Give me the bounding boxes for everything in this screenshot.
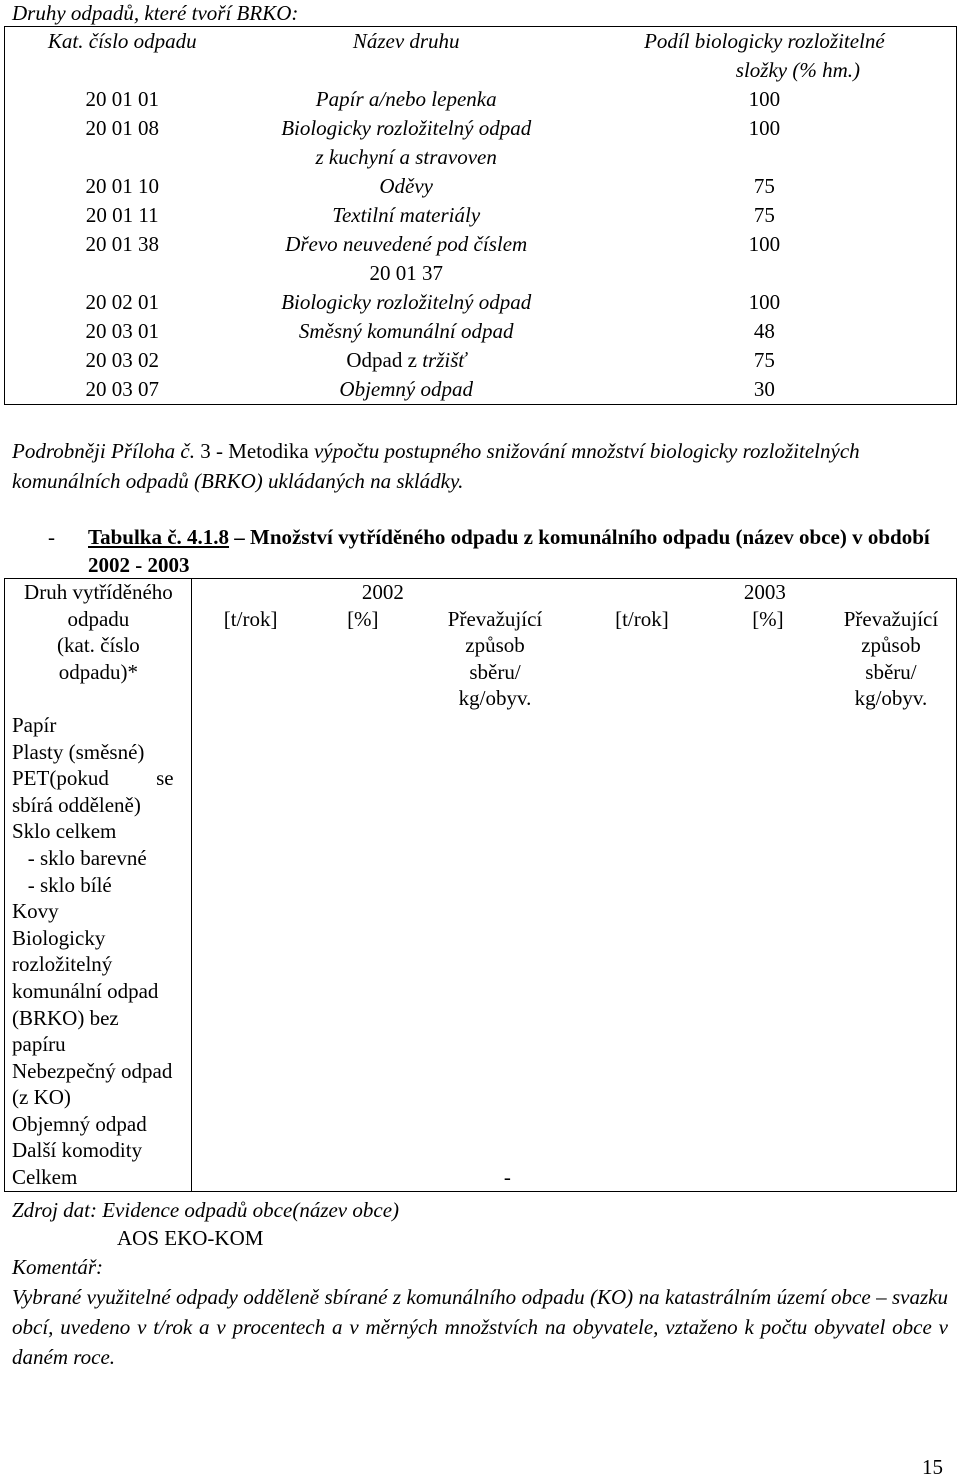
sub-prev-line: Převažující	[447, 606, 543, 631]
row-code: 20 01 38	[85, 232, 160, 256]
row-share: 75	[753, 174, 775, 198]
table-row	[5, 818, 957, 845]
header-year-2003: 2003	[743, 580, 786, 604]
row-share: 48	[753, 319, 775, 343]
table-row	[5, 85, 957, 114]
table-heading	[48, 523, 948, 579]
table-row	[5, 317, 957, 346]
row-label	[5, 765, 192, 818]
row-label	[5, 845, 192, 872]
table-row	[5, 898, 957, 925]
note-part3: Metodika	[228, 439, 309, 463]
row-name: Oděvy	[379, 174, 434, 198]
row-label	[5, 872, 192, 899]
data-source-org: AOS EKO-KOM	[117, 1226, 264, 1250]
row-label	[5, 712, 192, 739]
table-row	[5, 1058, 957, 1111]
row-share: 75	[753, 348, 775, 372]
row-name: Textilní materiály	[332, 203, 481, 227]
sub-prev-line: způsob	[465, 633, 525, 658]
row-name: Papír a/nebo lepenka	[315, 87, 497, 111]
row-label-line: Další komodity	[12, 1138, 143, 1163]
table-row	[5, 288, 957, 317]
header-share	[573, 27, 957, 86]
sub-prev-line: kg/obyv.	[854, 686, 928, 711]
row-name	[240, 114, 573, 172]
heading-title: – Množství vytříděného odpadu z komunálního odpadu (název obce) v období 2002 - 2003	[88, 525, 930, 577]
row-name: Směsný komunální odpad	[298, 319, 514, 343]
page-number: 15	[922, 1455, 943, 1479]
table-header-row	[5, 27, 957, 86]
row-label-line: papíru	[12, 1032, 66, 1057]
sub-prev-line: sběru/	[469, 659, 521, 684]
row-label-line: rozložitelný	[12, 952, 113, 977]
row-label-line: Nebezpečný odpad	[12, 1058, 173, 1083]
sub-pct-2002: [%]	[347, 606, 379, 631]
comment-text: Vybrané využitelné odpady odděleně sbírané z komunálního odpadu (KO) na katastrálním území obce – svazku obcí, uvedeno v t/rok a v procentech a v měrných množstvích na obyvatele, vztaženo k počtu obyvatel obce v daném roce.	[12, 1285, 948, 1369]
header-share-line1: Podíl biologicky rozložitelné	[644, 29, 885, 53]
row-label-line: Celkem	[12, 1165, 78, 1190]
row-code: 20 03 02	[85, 348, 160, 372]
row-code: 20 02 01	[85, 290, 160, 314]
row-name	[240, 230, 573, 288]
brko-types-table	[4, 26, 957, 405]
header-name: Název druhu	[352, 29, 460, 53]
table-row	[5, 1111, 957, 1138]
heading-dash: -	[48, 525, 55, 549]
data-source: Zdroj dat: Evidence odpadů obce(název obce)	[12, 1198, 400, 1222]
note-part1: Podrobněji Příloha č.	[12, 439, 201, 463]
table-row	[5, 1137, 957, 1164]
row-code: 20 01 01	[85, 87, 160, 111]
row-share: 75	[753, 203, 775, 227]
row-label-line: Sklo celkem	[12, 819, 117, 844]
row-code: 20 01 08	[85, 116, 160, 140]
table-row	[5, 739, 957, 766]
table-row	[5, 925, 957, 1058]
header-year-2002: 2002	[361, 580, 404, 604]
row-label-line: Objemný odpad	[12, 1111, 147, 1136]
row-label	[5, 1058, 192, 1111]
row-name-line1: Biologicky rozložitelný odpad	[281, 116, 532, 140]
celkem-dash: -	[503, 1165, 511, 1190]
row-label	[5, 739, 192, 766]
header-code: Kat. číslo odpadu	[47, 29, 197, 53]
header-line: (kat. číslo	[57, 633, 140, 658]
row-name-part1: Odpad z	[346, 348, 423, 372]
sub-prev-line: Převažující	[843, 606, 939, 631]
sub-prev-2003	[826, 606, 957, 712]
row-label-line: PET(pokud se	[12, 766, 174, 791]
row-label-line: (z KO)	[12, 1085, 71, 1110]
row-name-line1: Dřevo neuvedené pod číslem	[285, 232, 528, 256]
row-label-line: (BRKO) bez	[12, 1005, 119, 1030]
table-row	[5, 375, 957, 405]
table-row	[5, 872, 957, 899]
sub-trok-2002: [t/rok]	[223, 606, 278, 631]
header-share-line2: složky (% hm.)	[735, 58, 860, 82]
row-label	[5, 898, 192, 925]
row-share: 30	[753, 377, 775, 401]
row-label	[5, 1164, 192, 1191]
row-label	[5, 1111, 192, 1138]
row-name-part2: tržišť	[422, 348, 467, 372]
row-label	[5, 925, 192, 1058]
header-line: Druh vytříděného	[24, 580, 173, 604]
row-label-line: Biologicky	[12, 925, 106, 950]
row-label	[5, 818, 192, 845]
row-label-line: - sklo barevné	[12, 845, 147, 870]
row-label-line: - sklo bílé	[12, 872, 112, 897]
note-part4: výpočtu postupného snižování množství biologicky rozložitelných komunálních odpadů (BRKO) ukládaných na skládky.	[12, 439, 860, 493]
row-code: 20 03 07	[85, 377, 160, 401]
header-line: odpadu)*	[58, 659, 139, 684]
row-label-line: Plasty (směsné)	[12, 739, 145, 764]
table-row	[5, 114, 957, 172]
row-share: 100	[748, 290, 781, 314]
table-row	[5, 712, 957, 739]
sorted-waste-table	[4, 578, 957, 1192]
table-row	[5, 845, 957, 872]
row-label-line: sbírá odděleně)	[12, 792, 141, 817]
sub-trok-2003: [t/rok]	[615, 606, 669, 631]
heading-table-number: Tabulka č. 4.1.8	[88, 525, 230, 549]
row-name: Biologicky rozložitelný odpad	[281, 290, 532, 314]
sub-pct-2003: [%]	[752, 606, 784, 631]
row-label-line: Kovy	[12, 899, 59, 924]
row-name	[240, 346, 573, 375]
sub-prev-line: kg/obyv.	[458, 686, 532, 711]
table-row	[5, 765, 957, 818]
table-row	[5, 172, 957, 201]
row-name-line2: 20 01 37	[369, 261, 443, 285]
row-label-line: Papír	[12, 712, 57, 737]
celkem-value	[191, 1164, 956, 1191]
table-row	[5, 1164, 957, 1191]
row-code: 20 03 01	[85, 319, 160, 343]
comment-label: Komentář:	[12, 1255, 103, 1279]
row-code: 20 01 11	[85, 203, 159, 227]
sub-prev-line: způsob	[861, 633, 921, 658]
row-name-line2: z kuchyní a stravoven	[315, 145, 497, 169]
header-waste-type	[5, 579, 192, 712]
brko-title: Druhy odpadů, které tvoří BRKO:	[12, 1, 299, 25]
row-share: 100	[748, 116, 781, 140]
row-label	[5, 1137, 192, 1164]
row-share: 100	[748, 232, 781, 256]
table-row	[5, 201, 957, 230]
table-row	[5, 230, 957, 288]
row-share: 100	[748, 87, 781, 111]
row-code: 20 01 10	[85, 174, 160, 198]
row-name: Objemný odpad	[339, 377, 473, 401]
row-label-line: komunální odpad	[12, 978, 159, 1003]
sub-prev-line: sběru/	[865, 659, 917, 684]
note-part2: 3 -	[200, 439, 229, 463]
header-line: odpadu	[67, 606, 130, 631]
reference-note	[12, 436, 952, 496]
sub-prev-2002	[416, 606, 574, 712]
table-header-row	[5, 579, 957, 606]
table-row	[5, 346, 957, 375]
